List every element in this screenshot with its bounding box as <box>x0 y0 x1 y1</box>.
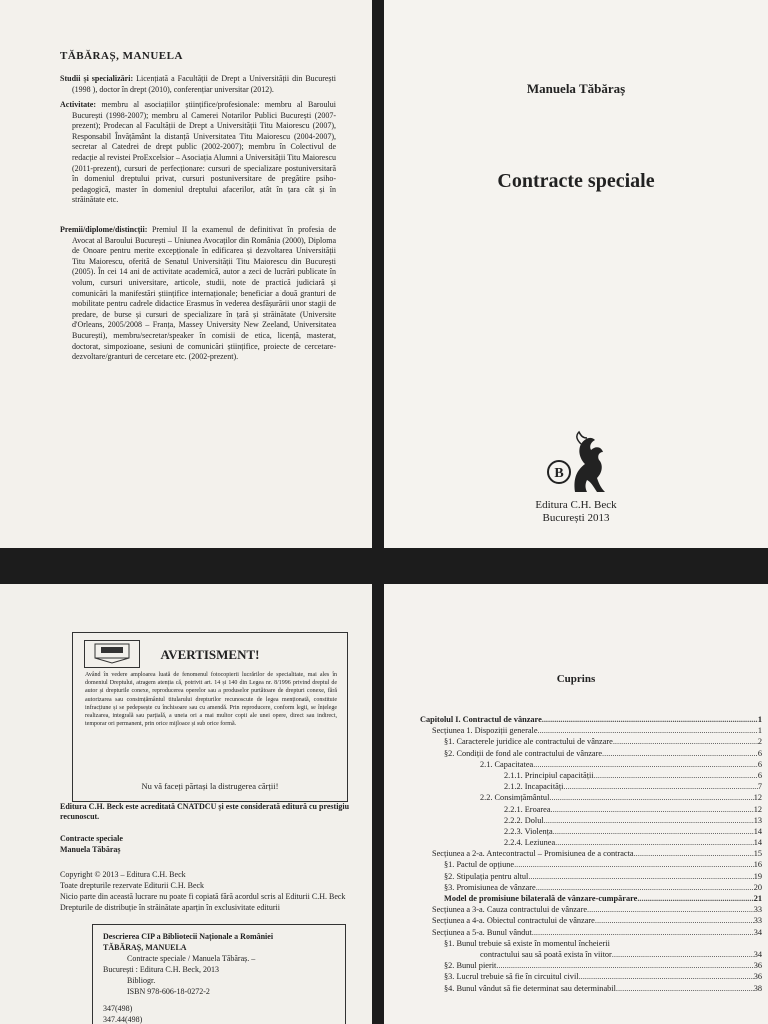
toc-entry <box>420 971 762 982</box>
toc-entry-title: Secțiunea a 3-a. Cauza contractului de vânzare <box>432 905 588 915</box>
toc-entry-title: §2. Bunul pierit <box>444 961 497 971</box>
cip-isbn: ISBN 978-606-18-0272-2 <box>127 987 210 996</box>
toc-leader-dots <box>538 725 758 736</box>
toc-entry-page: 14 <box>753 826 762 836</box>
toc-entry <box>420 848 762 859</box>
toc-leader-dots <box>536 882 754 893</box>
toc-entry-title: Secțiunea a 2-a. Antecontractul – Promisiunea de a contracta <box>432 849 634 859</box>
toc-entry <box>420 804 762 815</box>
toc-entry <box>420 927 762 938</box>
toc-entry-page: 2 <box>757 737 762 747</box>
publisher-name: Editura C.H. Beck <box>535 499 617 511</box>
toc-entry-title: §1. Bunul trebuie să existe în momentul încheierii <box>444 938 610 948</box>
toc-entry-page: 15 <box>753 849 762 859</box>
toc-leader-dots <box>551 804 754 815</box>
toc-entry <box>420 904 762 915</box>
toc-entry-page: 1 <box>757 726 762 736</box>
toc-entry-page: 6 <box>757 748 762 758</box>
toc-entry <box>420 725 762 736</box>
toc-leader-dots <box>544 815 754 826</box>
bio-studies <box>60 74 336 95</box>
toc-entry <box>420 826 762 837</box>
cip-header: Descrierea CIP a Bibliotecii Naționale a României <box>103 932 274 941</box>
rights-line-2: Nicio parte din această lucrare nu poate fi copiată fără acordul scris al Editurii C.H. Beck <box>60 892 346 901</box>
page-title <box>384 0 768 548</box>
toc-entry-title: §3. Promisiunea de vânzare <box>444 882 536 892</box>
toc-entry-title: §2. Stipulația pentru altul <box>444 871 529 881</box>
toc-entry-page: 7 <box>757 782 762 792</box>
toc-leader-dots <box>602 748 758 759</box>
toc-leader-dots <box>549 792 753 803</box>
toc-entry-page: 33 <box>753 916 762 926</box>
toc-entry-title: §3. Lucrul trebuie să fie în circuitul civil <box>444 972 579 982</box>
toc-entry-title: 2.1. Capacitatea <box>480 759 534 769</box>
toc-entry-page: 12 <box>753 793 762 803</box>
toc-leader-dots <box>532 927 754 938</box>
toc-entry-title: Secțiunea a 5-a. Bunul vândut <box>432 927 532 937</box>
toc-entry <box>420 859 762 870</box>
toc-entry-title: §2. Condiții de fond ale contractului de vânzare <box>444 748 603 758</box>
cip-name: TĂBĂRAȘ, MANUELA <box>103 943 187 952</box>
toc-entry-page: 12 <box>753 804 762 814</box>
logo-letter: B <box>554 466 564 481</box>
toc-leader-dots <box>634 848 754 859</box>
toc-leader-dots <box>528 871 753 882</box>
toc-entry-page: 36 <box>753 972 762 982</box>
publisher-city-year: București 2013 <box>542 512 610 524</box>
toc-entry <box>420 714 762 725</box>
toc-entry-title: 2.2.2. Dolul <box>504 815 544 825</box>
toc-leader-dots <box>612 949 754 960</box>
toc-entry-title: §1. Caracterele juridice ale contractului de vânzare <box>444 737 613 747</box>
toc-entry-title: contractului sau să poată exista în viitor <box>480 949 612 959</box>
cip-box <box>92 924 346 1024</box>
toc-leader-dots <box>637 893 753 904</box>
imprint-book-author: Manuela Tăbăraș <box>60 845 121 854</box>
cip-line-1: Contracte speciale / Manuela Tăbăraș. – <box>127 954 256 963</box>
toc-entry <box>420 893 762 904</box>
toc-entry-page: 19 <box>753 871 762 881</box>
bio-awards <box>60 225 336 363</box>
contents-heading: Cuprins <box>556 673 596 685</box>
title-author: Manuela Tăbăraș <box>526 81 626 96</box>
page-author-bio <box>0 0 372 548</box>
toc-entry-page: 38 <box>753 983 762 993</box>
warning-footer: Nu vă faceți părtași la distrugerea cărții! <box>141 781 279 791</box>
toc-entry <box>420 815 762 826</box>
bio-label: Activitate: <box>60 100 96 109</box>
toc-entry-title: 2.1.2. Incapacități <box>504 782 564 792</box>
cip-class-2: 347.44(498) <box>103 1015 143 1024</box>
imprint-book-title: Contracte speciale <box>60 834 123 843</box>
toc-leader-dots <box>533 759 758 770</box>
toc-entry-title: Secțiunea 1. Dispoziții generale <box>432 726 538 736</box>
cip-line-2: București : Editura C.H. Beck, 2013 <box>103 965 219 974</box>
toc-entry <box>420 736 762 747</box>
rights-line-3: Drepturile de distribuție în străinătate aparțin în exclusivitate editurii <box>60 903 280 912</box>
toc-entry <box>420 770 762 781</box>
toc-entry-title: 2.2.3. Violența <box>504 826 553 836</box>
toc-leader-dots <box>514 859 754 870</box>
toc-entry-title: §1. Pactul de opțiune <box>444 860 515 870</box>
toc-entry <box>420 748 762 759</box>
toc-entry <box>420 837 762 848</box>
toc-entry-title: 2.2.1. Eroarea <box>504 804 551 814</box>
toc-entry <box>420 871 762 882</box>
toc-entry-title: 2.2. Consimțământul <box>480 793 550 803</box>
publisher-logo <box>541 430 611 501</box>
cip-class-1: 347(498) <box>103 1004 133 1013</box>
rights-line-1: Toate drepturile rezervate Editurii C.H. Beck <box>60 881 205 890</box>
toc-entry-page: 36 <box>753 961 762 971</box>
toc-leader-dots <box>555 837 754 848</box>
toc-entry-page: 34 <box>753 927 762 937</box>
toc-entry <box>420 781 762 792</box>
book-title: Contracte speciale <box>497 170 655 192</box>
toc-entry-title: Capitolul I. Contractul de vânzare <box>420 715 542 724</box>
toc-leader-dots <box>579 971 754 982</box>
bio-text: membru al asociațiilor științifice/profesionale: membru al Baroului București (1998-2007); membru al Camerei Notarilor Publici București (2007-prezent); Prodecan al Facultății de Drept a Universității Titu Maiorescu (2007), Responsabil Învățământ la distanță Universitatea Titu Maiorescu (2004-2007), secretar al Catedrei de drept public (2002-2007); membru în Colectivul de redacție al revistei ProExcelsior – Asociația Alumni a Universității Titu Maiorescu (2011-prezent), cursuri de perfecționare: cursuri de specializare postuniversitară în domeniul dreptului privat, cursuri postuniversitare de pregătire psiho-pedagogică, master în domeniul dreptului afacerilor, atât în țara cât și în străinătate etc. <box>72 100 336 205</box>
toc-entry-title: 2.1.1. Principiul capacității <box>504 770 594 780</box>
toc-entry-page: 6 <box>757 759 762 769</box>
toc-entry-page: 14 <box>753 838 762 848</box>
toc-leader-dots <box>616 983 754 994</box>
toc-entry <box>420 759 762 770</box>
bio-label: Premii/diplome/distincții: <box>60 225 148 234</box>
bio-label: Studii și specializări: <box>60 74 134 83</box>
toc-entry <box>420 915 762 926</box>
toc-entry-page: 34 <box>753 949 762 959</box>
toc-leader-dots <box>595 915 754 926</box>
author-heading: TĂBĂRAȘ, MANUELA <box>60 50 183 62</box>
toc-entry-title: Model de promisiune bilaterală de vânzare-cumpărare <box>444 894 638 903</box>
toc-leader-dots <box>587 904 754 915</box>
toc-entry <box>420 983 762 994</box>
page-copyright <box>0 584 372 1024</box>
page-contents <box>384 584 768 1024</box>
table-of-contents <box>420 714 762 994</box>
toc-entry <box>420 792 762 803</box>
toc-entry-title: 2.2.4. Leziunea <box>504 838 556 848</box>
toc-leader-dots <box>542 714 758 725</box>
toc-entry-page: 21 <box>753 894 762 903</box>
toc-entry-page: 1 <box>757 715 762 724</box>
no-copy-icon <box>84 640 140 668</box>
toc-entry-title: Secțiunea a 4-a. Obiectul contractului de vânzare <box>432 916 595 926</box>
toc-leader-dots <box>553 826 754 837</box>
toc-leader-dots <box>613 736 758 747</box>
toc-entry-page: 33 <box>753 905 762 915</box>
toc-entry <box>420 882 762 893</box>
toc-leader-dots <box>594 770 758 781</box>
toc-entry-page: 20 <box>753 882 762 892</box>
toc-leader-dots <box>496 960 753 971</box>
toc-leader-dots <box>563 781 757 792</box>
bio-text: Premiul II la examenul de definitivat în profesia de Avocat al Baroului București – Uniunea Avocaților din România (2000), Diploma de Onoare pentru merite excepționale în edificarea și dezvoltarea Universității Titu Maiorescu, oferită de Senatul Universității Titu Maiorescu din București (2005). În cei 14 ani de activitate academică, autor a zeci de lucrări publicate în volum, cursuri universitare, articole, studii, note de practică judiciară și comunicări la manifestări științifice internaționale; beneficiar a două granturi de mobilitate pentru cadrele didactice Erasmus în vederea desfășurării unor stagii de predare, de burse și cursuri de specializare în țară și străinătate (Universite d'Orleans, 2005/2008 – Franța, Massey University New Zeeland, Universitatea București), membru/secretar/speaker în comisii de etica, licență, masterat, doctorat, simpozioane, sesiuni de comunicări științifice, proiecte de cercetare-dezvoltare/granturi de cercetare etc. (2002-prezent). <box>72 225 336 362</box>
toc-entry-page: 13 <box>753 815 762 825</box>
toc-entry <box>420 960 762 971</box>
toc-entry-page: 16 <box>753 860 762 870</box>
warning-title: AVERTISMENT! <box>160 647 260 662</box>
warning-text: Având în vedere amploarea luată de fenomenul fotocopierii lucrărilor de specialitate, mai ales în domeniul Dreptului, atragem atenția că, potrivit art. 14 și 140 din Legea nr. 8/1996 privind dreptul de autor și drepturile conexe, reproducerea operelor sau a produselor purtătoare de drepturi conexe, fără autorizarea sau consimțământul titularului drepturilor recunoscute de legea menționată, constituie infracțiune și se pedepsește cu închisoare sau cu amendă. Prin reproducere, conform legii, se înțelege realizarea, integrală sau parțială, a uneia ori a mai multor copii ale unei opere, direct sau indirect, temporar ori permanent, prin orice mijloace și sub orice formă. <box>85 672 337 728</box>
accreditation-text: Editura C.H. Beck este acreditată CNATDCU și este considerată editură cu prestigiu recunoscut. <box>60 802 350 822</box>
toc-entry <box>420 949 762 960</box>
publisher-block <box>384 499 768 525</box>
cip-line-3: Bibliogr. <box>127 976 156 985</box>
copyright-line: Copyright © 2013 – Editura C.H. Beck <box>60 870 186 879</box>
bio-text: Licențiată a Facultății de Drept a Universității din București (1998 ), doctor în drept (2010), conferențiar universitar (2012). <box>72 74 336 94</box>
toc-entry <box>420 938 762 949</box>
toc-entry-title: §4. Bunul vândut să fie determinat sau determinabil <box>444 983 616 993</box>
bio-activity <box>60 100 336 206</box>
toc-entry-page: 6 <box>757 770 762 780</box>
